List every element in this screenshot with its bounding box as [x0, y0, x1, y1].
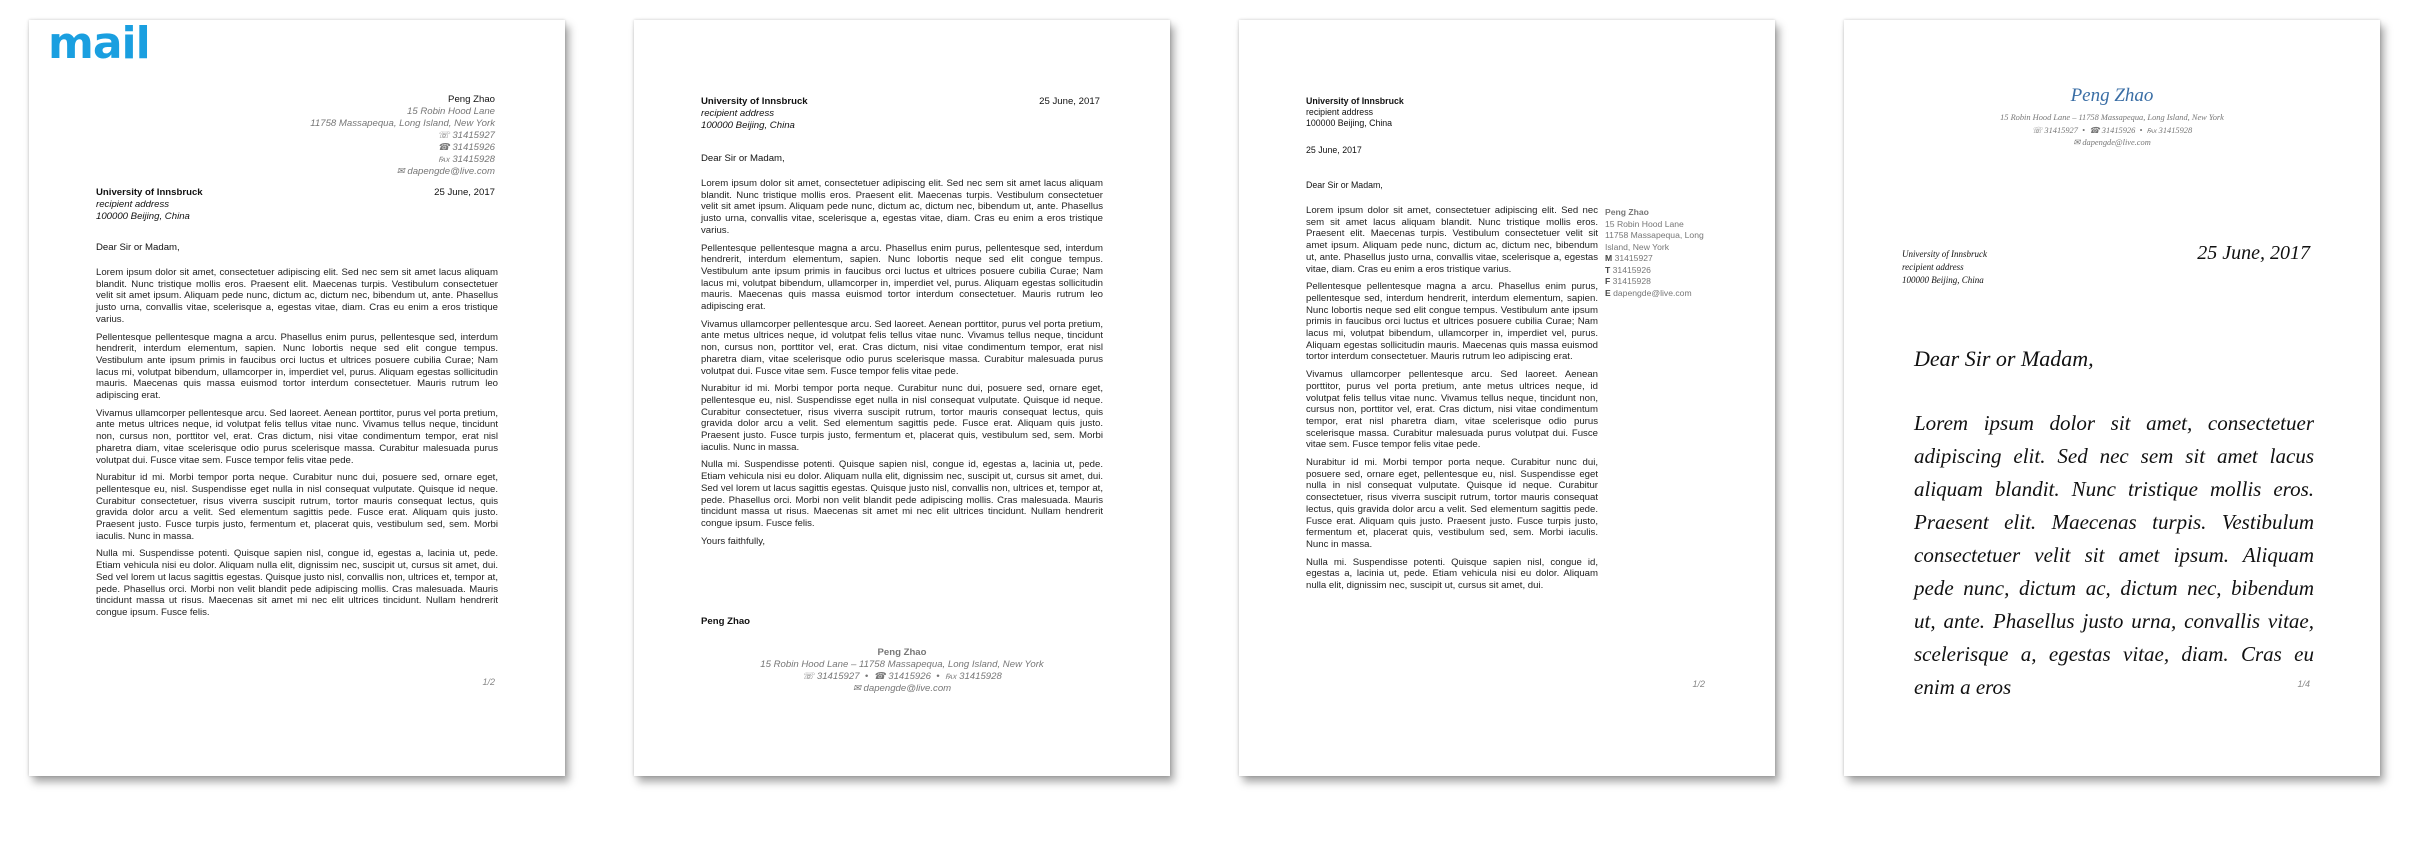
email-icon: ✉ — [396, 166, 405, 177]
letter-body — [701, 178, 1103, 553]
paragraph: Nurabitur id mi. Morbi tempor porta neque. Curabitur nunc dui, posuere sed, ornare eget, pellentesque eu, nisl. Suspendisse eget nulla in nisl consequat vulputate. Quisque id neque. Curabitur consectetuer, risus viverra suscipit rutrum, tortor mauris consequat lectus, quis gravida dolor arcu a velit. Sed elementum sagittis pede. Fusce erat. Aliquam quis justo. Praesent justo. Fusce turpis justo, fermentum et, placerat quis, vestibulum sed, sem. Morbi iaculis. Nunc in massa. — [96, 472, 498, 542]
recipient-line1: recipient address — [1902, 262, 1964, 272]
recipient-block — [1902, 248, 1987, 287]
recipient-name: University of Innsbruck — [96, 187, 203, 198]
mobile-icon: ☏ — [2031, 125, 2043, 135]
footer-email: dapengde@live.com — [863, 683, 952, 694]
letter-date: 25 June, 2017 — [434, 187, 495, 198]
paragraph: Lorem ipsum dolor sit amet, consectetuer adipiscing elit. Sed nec sem sit amet lacus aliquam blandit. Nunc tristique mollis eros. Praesent elit. Maecenas turpis. Vestibulum consectetuer velit sit amet ipsum. Aliquam pede nunc, dictum ac, dictum nec, bibendum ut, ante. Phasellus justo urna, convallis vitae, scelerisque a, egestas vitae, diam. Cras eu enim a eros tristique varius. — [96, 267, 498, 325]
signature: Peng Zhao — [701, 616, 751, 627]
mail-logo: mail — [48, 18, 150, 69]
opening: Dear Sir or Madam, — [1914, 346, 2094, 371]
sender-email: dapengde@live.com — [1613, 287, 1692, 298]
script-sender-contact — [1844, 112, 2380, 150]
footer-phone: 31415926 — [888, 671, 931, 682]
paragraph: Vivamus ullamcorper pellentesque arcu. Sed laoreet. Aenean porttitor, purus vel porta pretium, ante metus ultrices neque, id volutpat felis tellus vitae nunc. Vivamus tellus neque, tincidunt non, cursus non, porttitor vel, erat. Cras dictum, nisi vitae condimentum tempor, erat nisl pharetra diam, vitae scelerisque odio purus scelerisque massa. Curabitur malesuada purus volutpat dui. Fusce vitae sem. Fusce tempor felis vitae pede. — [96, 407, 498, 466]
sender-email: dapengde@live.com — [407, 166, 495, 177]
script-address: 15 Robin Hood Lane – 11758 Massapequa, Long Island, New York — [2000, 113, 2224, 122]
email-label: E — [1605, 287, 1611, 298]
letter-date: 25 June, 2017 — [1306, 145, 1362, 155]
letter-page-4 — [1844, 20, 2380, 776]
separator-dot: • — [2082, 125, 2086, 135]
recipient-line1: recipient address — [96, 199, 170, 210]
sender-street: 15 Robin Hood Lane — [406, 106, 495, 117]
letter-body — [1306, 205, 1598, 598]
sender-name: Peng Zhao — [1605, 207, 1649, 217]
email-icon: ✉ — [852, 683, 861, 694]
sender-street: 15 Robin Hood Lane — [1605, 218, 1684, 229]
sender-mobile: 31415927 — [452, 130, 495, 141]
paragraph: Vivamus ullamcorper pellentesque arcu. Sed laoreet. Aenean porttitor, purus vel porta pretium, ante metus ultrices neque, id volutpat felis tellus vitae nunc. Vivamus tellus neque, tincidunt non, cursus non, porttitor vel, erat. Cras dictum, nisi vitae condimentum tempor, erat nisl pharetra diam, vitae scelerisque odio purus scelerisque massa. Curabitur malesuada purus volutpat dui. Fusce vitae sem. Fusce tempor felis vitae pede. — [1306, 369, 1598, 451]
fax-icon: ℻ — [438, 154, 450, 165]
recipient-block — [701, 96, 808, 132]
recipient-line2: 100000 Beijing, China — [96, 211, 190, 222]
phone-label: T — [1605, 264, 1611, 275]
fax-label: F — [1605, 276, 1611, 286]
opening: Dear Sir or Madam, — [96, 242, 180, 253]
paragraph: Pellentesque pellentesque magna a arcu. Phasellus enim purus, pellentesque sed, interdum hendrerit, interdum elementum, sapien. Nunc lobortis neque sed elit congue tempus. Vestibulum ante ipsum primis in faucibus orci luctus et ultrices posuere cubilia Curae; Nam lacus mi, volutpat bibendum, ullamcorper in, imperdiet vel, purus. Aliquam egestas sollicitudin mauris. Maecenas quis massa euismod tortor interdum consectetuer. Mauris rutrum leo adipiscing erat. — [701, 242, 1103, 313]
paragraph: Pellentesque pellentesque magna a arcu. Phasellus enim purus, pellentesque sed, interdum hendrerit, interdum elementum, sapien. Nunc lobortis neque sed elit congue tempus. Vestibulum ante ipsum primis in faucibus orci luctus et ultrices posuere cubilia Curae; Nam lacus mi, volutpat bibendum, ullamcorper in, imperdiet vel, purus. Aliquam egestas sollicitudin mauris. Maecenas quis massa euismod tortor interdum consectetuer. Mauris rutrum leo adipiscing erat. — [1306, 281, 1598, 363]
script-phone: 31415926 — [2101, 125, 2136, 135]
separator-dot: • — [864, 671, 869, 682]
sender-fax: 31415928 — [452, 154, 495, 165]
recipient-line1: recipient address — [701, 108, 775, 119]
script-sender-name: Peng Zhao — [2070, 85, 2154, 106]
phone-icon: ☎ — [2089, 125, 2100, 135]
opening: Dear Sir or Madam, — [701, 153, 785, 164]
sender-phone: 31415926 — [1612, 264, 1651, 275]
recipient-line2: 100000 Beijing, China — [1306, 118, 1393, 128]
paragraph: Nulla mi. Suspendisse potenti. Quisque sapien nisl, congue id, egestas a, lacinia ut, pede. Etiam vehicula nisi eu dolor. Aliquam nulla elit, dignissim nec, suscipit ut, cursus sit amet, dui. — [1306, 556, 1598, 592]
phone-icon: ☎ — [437, 142, 450, 153]
script-fax: 31415928 — [2158, 125, 2193, 135]
page-number: 1/2 — [482, 677, 495, 687]
phone-icon: ☎ — [873, 671, 886, 682]
email-icon: ✉ — [2073, 138, 2081, 147]
recipient-name: University of Innsbruck — [1902, 249, 1987, 259]
sender-city-2: Island, New York — [1605, 241, 1670, 252]
footer-address — [634, 647, 1170, 695]
footer-name: Peng Zhao — [877, 647, 927, 658]
closing: Yours faithfully, — [701, 535, 765, 547]
separator-dot: • — [2139, 125, 2143, 135]
sender-phone: 31415926 — [452, 142, 495, 153]
sender-sidebar — [1605, 207, 1715, 299]
mobile-icon: ☏ — [437, 130, 450, 141]
page-number: 1/2 — [1692, 679, 1705, 689]
mobile-label: M — [1605, 253, 1613, 263]
letter-body — [96, 267, 498, 625]
opening: Dear Sir or Madam, — [1306, 180, 1383, 190]
mobile-icon: ☏ — [802, 671, 815, 682]
paragraph: Lorem ipsum dolor sit amet, consectetuer adipiscing elit. Sed nec sem sit amet lacus aliquam blandit. Nunc tristique mollis eros. Praesent elit. Maecenas turpis. Vestibulum consectetuer velit sit amet ipsum. Aliquam pede nunc, dictum ac, dictum nec, bibendum ut, ante. Phasellus justo urna, convallis vitae, scelerisque a, egestas vitae, diam. Cras eu enim a eros tristique varius. — [1306, 205, 1598, 275]
sender-mobile: 31415927 — [1614, 253, 1653, 263]
footer-street-city: 15 Robin Hood Lane – 11758 Massapequa, Long Island, New York — [760, 659, 1044, 670]
paragraph: Nulla mi. Suspendisse potenti. Quisque sapien nisl, congue id, egestas a, lacinia ut, pede. Etiam vehicula nisi eu dolor. Aliquam nulla elit, dignissim nec, suscipit ut, cursus sit amet, dui. Sed vel lorem ut lacus sagittis egestas. Quisque justo nisl, convallis non, ultrices et, tempor at, pede. Phasellus orci. Morbi non velit blandit pede adipiscing mollis. Cras malesuada. Mauris tincidunt massa ut risus. Maecenas sit amet mi nec elit ultrices tincidunt. Nullam hendrerit congue ipsum. Fusce felis. — [701, 459, 1103, 529]
sender-block — [195, 94, 495, 178]
separator-dot: • — [936, 671, 940, 682]
letter-body: Lorem ipsum dolor sit amet, consectetuer adipiscing elit. Sed nec sem sit amet lacus aliquam blandit. Nunc tristique mollis eros. Praesent elit. Maecenas turpis. Vestibulum consectetuer velit sit amet ipsum. Aliquam pede nunc, dictum ac, dictum nec, bibendum ut, ante. Phasellus justo urna, convallis vitae, scelerisque a, egestas vitae, diam. Cras eu enim a eros — [1914, 411, 2314, 699]
recipient-line2: 100000 Beijing, China — [701, 120, 795, 131]
paragraph: Vivamus ullamcorper pellentesque arcu. Sed laoreet. Aenean porttitor, purus vel porta pretium, ante metus ultrices neque, id volutpat felis tellus vitae nunc. Vivamus tellus neque, tincidunt non, cursus non, porttitor vel, erat. Cras dictum, nisi vitae condimentum tempor, erat nisl pharetra diam, vitae scelerisque odio purus scelerisque massa. Curabitur malesuada purus volutpat dui. Fusce vitae sem. Fusce tempor felis vitae pede. — [701, 318, 1103, 377]
fax-icon: ℻ — [2146, 125, 2157, 135]
letter-page-2 — [634, 20, 1170, 776]
paragraph: Nulla mi. Suspendisse potenti. Quisque sapien nisl, congue id, egestas a, lacinia ut, pede. Etiam vehicula nisi eu dolor. Aliquam nulla elit, dignissim nec, suscipit ut, cursus sit amet, dui. Sed vel lorem ut lacus sagittis egestas. Quisque justo nisl, convallis non, ultrices et, tempor at, pede. Phasellus orci. Morbi non velit blandit pede adipiscing mollis. Cras malesuada. Mauris tincidunt massa ut risus. Maecenas sit amet mi nec elit ultrices tincidunt. Nullam hendrerit congue ipsum. Fusce felis. — [96, 548, 498, 618]
footer-fax: 31415928 — [959, 671, 1002, 682]
sender-city: 11758 Massapequa, Long Island, New York — [310, 118, 495, 129]
sender-city-1: 11758 Massapequa, Long — [1605, 230, 1704, 240]
sender-fax: 31415928 — [1612, 276, 1651, 286]
page-number: 1/4 — [2297, 679, 2310, 689]
recipient-block — [1306, 96, 1404, 129]
recipient-line1: recipient address — [1306, 107, 1373, 117]
recipient-block — [96, 187, 203, 223]
recipient-line2: 100000 Beijing, China — [1902, 275, 1984, 285]
paragraph: Nurabitur id mi. Morbi tempor porta neque. Curabitur nunc dui, posuere sed, ornare eget, pellentesque eu, nisl. Suspendisse eget nulla in nisl consequat vulputate. Quisque id neque. Curabitur consectetuer, risus viverra suscipit rutrum, tortor mauris consequat lectus, quis gravida dolor arcu a velit. Sed elementum sagittis pede. Fusce erat. Aliquam quis justo. Praesent justo. Fusce turpis justo, fermentum et, placerat quis, vestibulum sed, sem. Morbi iaculis. Nunc in massa. — [701, 383, 1103, 453]
script-mobile: 31415927 — [2044, 125, 2078, 135]
letter-page-1 — [29, 20, 565, 776]
letter-date: 25 June, 2017 — [1039, 96, 1100, 107]
letter-date: 25 June, 2017 — [2197, 242, 2310, 264]
paragraph: Lorem ipsum dolor sit amet, consectetuer adipiscing elit. Sed nec sem sit amet lacus aliquam blandit. Nunc tristique mollis eros. Praesent elit. Maecenas turpis. Vestibulum consectetuer velit sit amet ipsum. Aliquam pede nunc, dictum ac, dictum nec, bibendum ut, ante. Phasellus justo urna, convallis vitae, scelerisque a, egestas vitae, diam. Cras eu enim a eros tristique varius. — [701, 178, 1103, 236]
script-email: dapengde@live.com — [2082, 138, 2151, 147]
recipient-name: University of Innsbruck — [1306, 96, 1404, 106]
footer-mobile: 31415927 — [816, 671, 860, 682]
paragraph: Nurabitur id mi. Morbi tempor porta neque. Curabitur nunc dui, posuere sed, ornare eget, pellentesque eu, nisl. Suspendisse eget nulla in nisl consequat vulputate. Quisque id neque. Curabitur consectetuer, risus viverra suscipit rutrum, tortor mauris consequat lectus, quis gravida dolor arcu a velit. Sed elementum sagittis pede. Fusce erat. Aliquam quis justo. Praesent justo. Fusce turpis justo, fermentum et, placerat quis, vestibulum sed, sem. Morbi iaculis. Nunc in massa. — [1306, 457, 1598, 550]
sender-name: Peng Zhao — [448, 94, 495, 105]
recipient-name: University of Innsbruck — [701, 96, 808, 107]
fax-icon: ℻ — [944, 671, 957, 682]
paragraph: Pellentesque pellentesque magna a arcu. Phasellus enim purus, pellentesque sed, interdum hendrerit, interdum elementum, sapien. Nunc lobortis neque sed elit congue tempus. Vestibulum ante ipsum primis in faucibus orci luctus et ultrices posuere cubilia Curae; Nam lacus mi, volutpat bibendum, ullamcorper in, imperdiet vel, purus. Aliquam egestas sollicitudin mauris. Maecenas quis massa euismod tortor interdum consectetuer. Mauris rutrum leo adipiscing erat. — [96, 331, 498, 402]
letter-page-3 — [1239, 20, 1775, 776]
